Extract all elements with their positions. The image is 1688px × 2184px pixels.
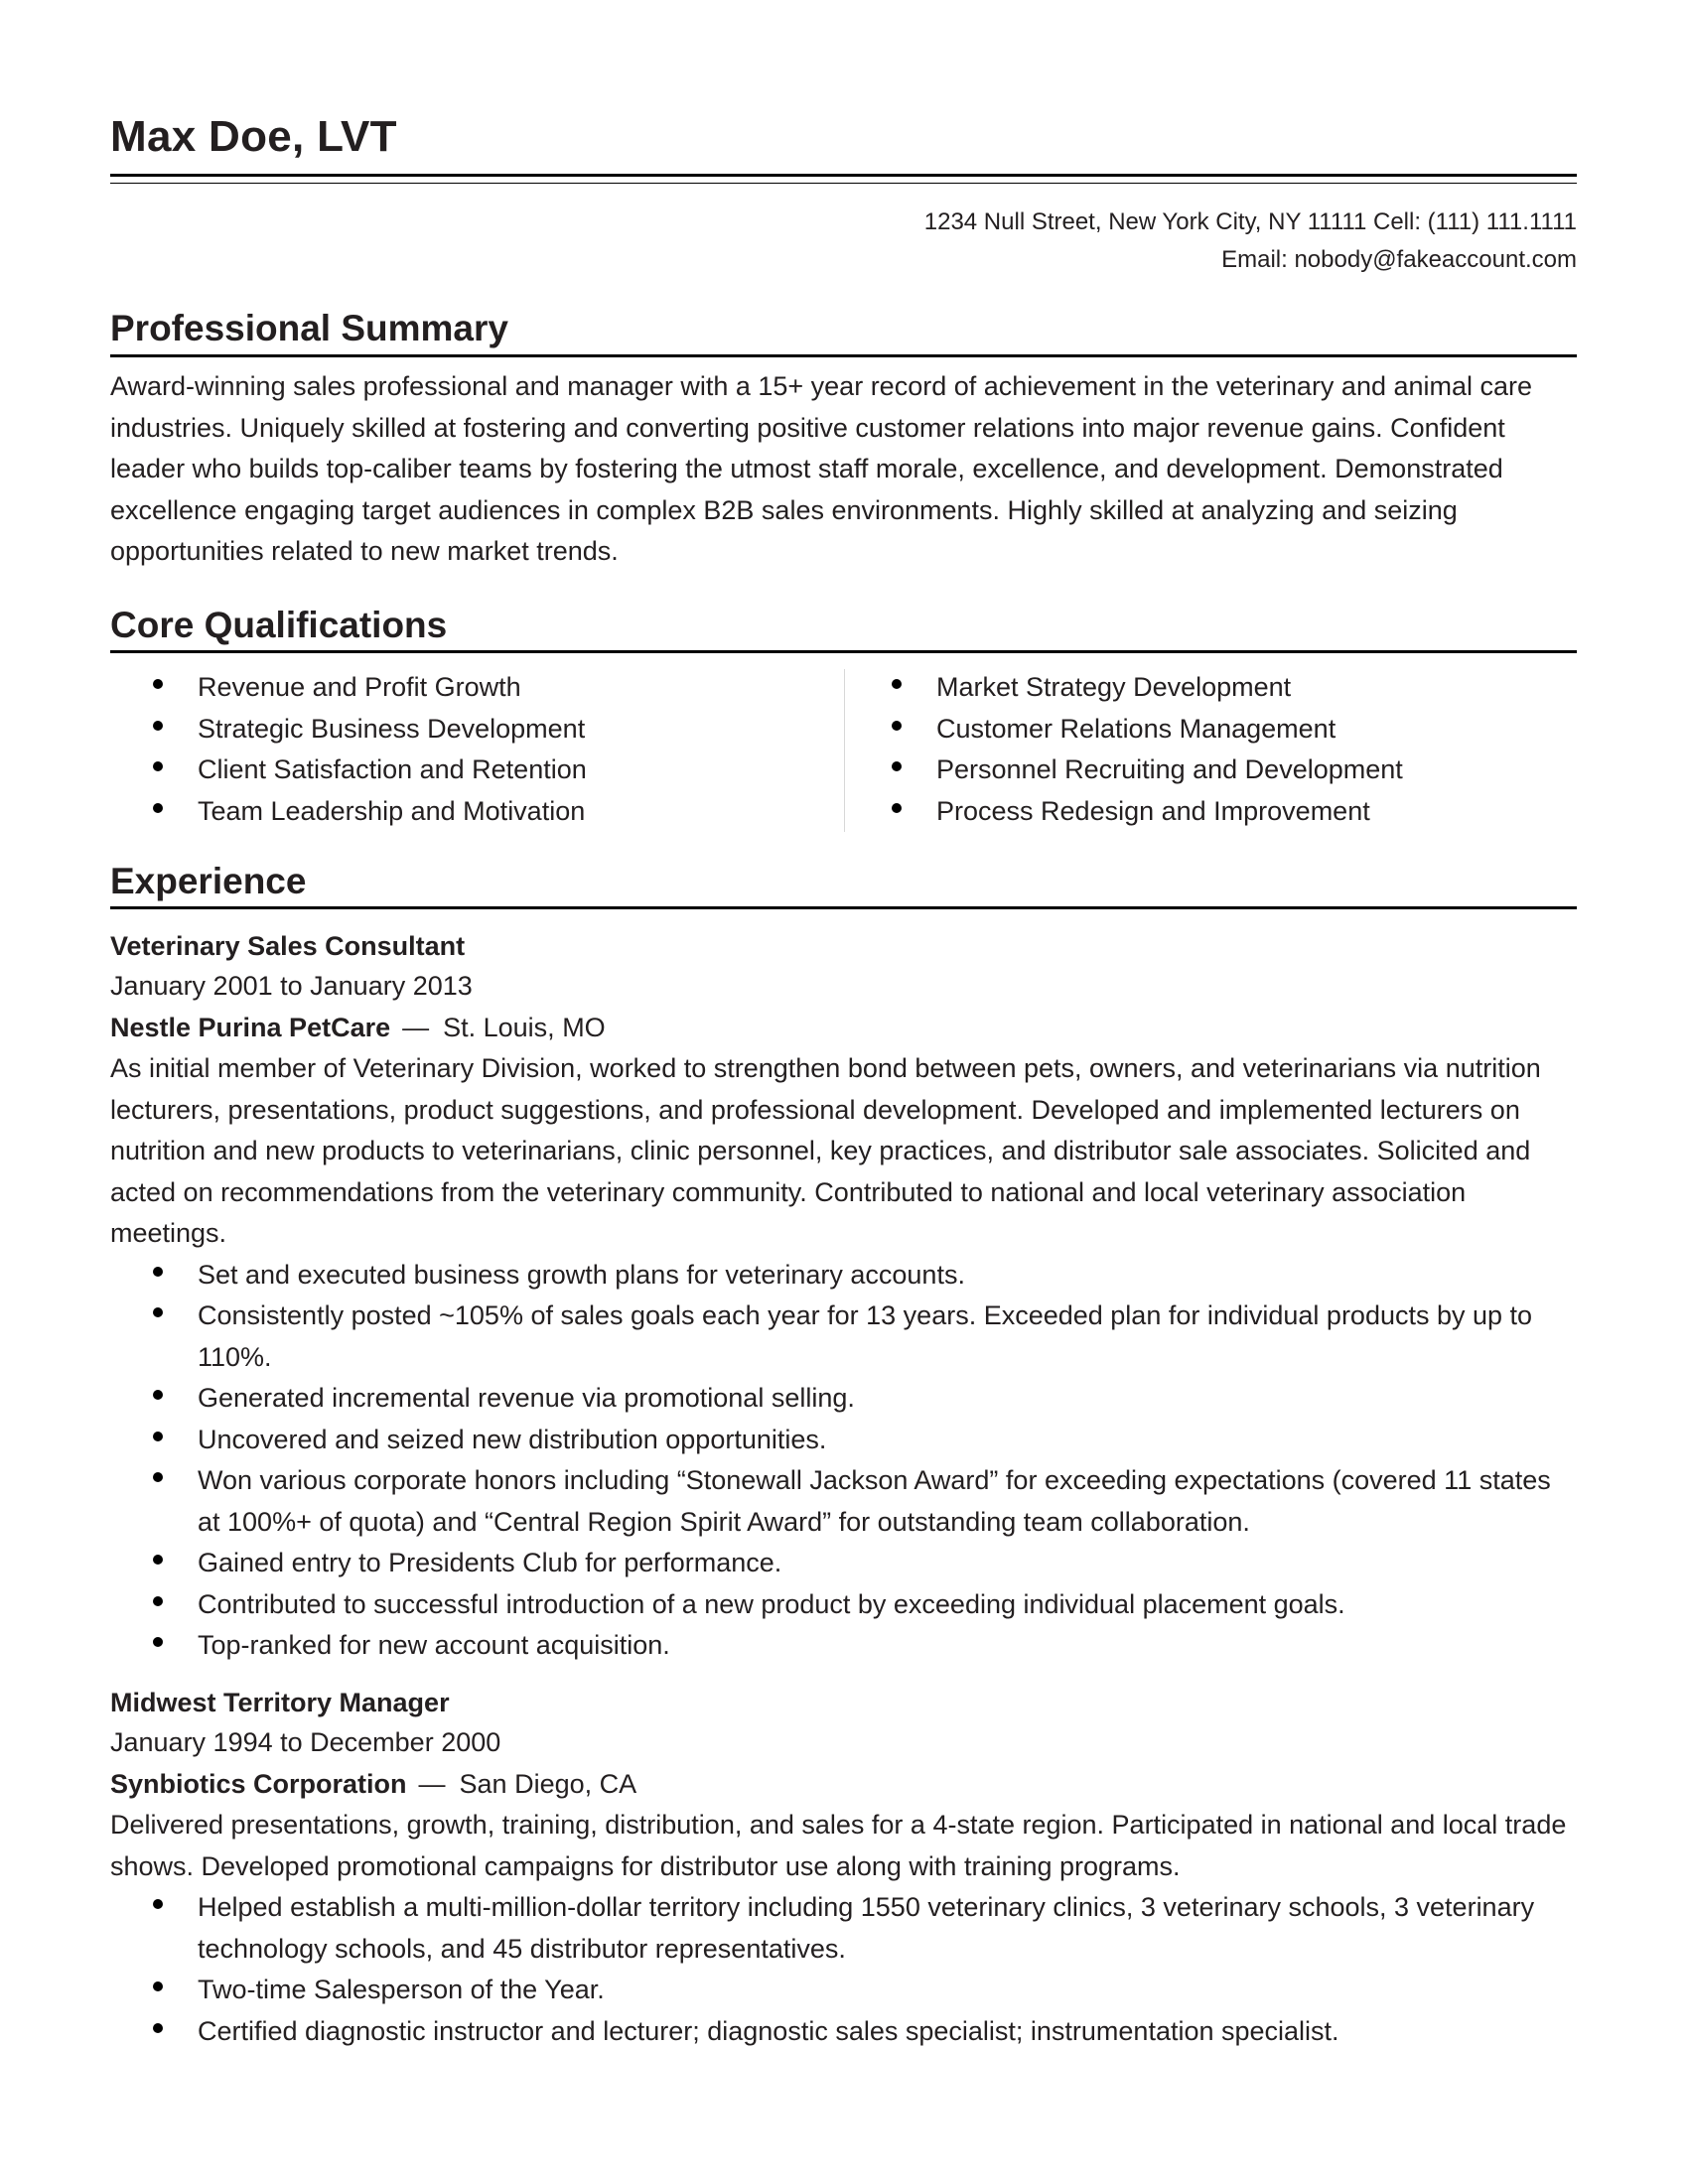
candidate-name: Max Doe, LVT — [110, 112, 397, 161]
bullet-icon — [153, 1307, 163, 1317]
bullet-icon — [153, 1555, 163, 1565]
separator: — — [418, 1768, 446, 1799]
summary-text: Award-winning sales professional and manager with a 15+ year record of achievement in the veterinary and animal care industries. Uniquely skilled at fostering and converting positive customer relations into major revenue gains. Confident leader who builds top-caliber teams by fostering the utmost staff morale, excellence, and development. Demonstrated excellence engaging target audiences in complex B2B sales environments. Highly skilled at analyzing and seizing opportunities related to new market trends. — [110, 371, 1533, 566]
job-entry — [110, 1683, 1577, 2052]
bullet-icon — [892, 761, 902, 771]
job-dates: January 1994 to December 2000 — [110, 1727, 501, 1757]
bullet-icon — [153, 679, 163, 689]
job-entry — [110, 926, 1577, 1667]
achievement-item: Certified diagnostic instructor and lecturer; diagnostic sales specialist; instrumentation specialist. — [110, 2011, 1577, 2053]
bullet-icon — [153, 1981, 163, 1991]
company-location: San Diego, CA — [459, 1768, 637, 1799]
job-company-line — [110, 1008, 1577, 1049]
email-line: Email: nobody@fakeaccount.com — [1221, 246, 1577, 273]
bullet-icon — [892, 679, 902, 689]
job-description: Delivered presentations, growth, training, distribution, and sales for a 4-state region. Participated in national and local trade shows. Developed promotional campaigns for distributor use along with training programs. — [110, 1810, 1567, 1881]
job-title: Veterinary Sales Consultant — [110, 931, 466, 961]
achievement-item: Two-time Salesperson of the Year. — [110, 1970, 1577, 2011]
job-achievements — [110, 1255, 1577, 1667]
experience-rule — [110, 906, 1577, 909]
qualification-item: Personnel Recruiting and Development — [845, 750, 1577, 791]
achievement-item: Gained entry to Presidents Club for performance. — [110, 1543, 1577, 1584]
summary-rule — [110, 354, 1577, 357]
qualification-item: Team Leadership and Motivation — [110, 791, 845, 833]
job-dates: January 2001 to January 2013 — [110, 971, 473, 1001]
bullet-icon — [153, 1390, 163, 1400]
achievement-item: Helped establish a multi-million-dollar territory including 1550 veterinary clinics, 3 veterinary schools, 3 veterinary technology schools, and 45 distributor representatives. — [110, 1887, 1577, 1970]
qualification-item: Customer Relations Management — [845, 709, 1577, 751]
company-location: St. Louis, MO — [443, 1012, 606, 1042]
bullet-icon — [153, 1267, 163, 1277]
bullet-icon — [153, 2023, 163, 2033]
qualifications-grid — [110, 667, 1577, 836]
bullet-icon — [892, 721, 902, 731]
header-rule-thin — [110, 183, 1577, 184]
job-description: As initial member of Veterinary Division, worked to strengthen bond between pets, owners, and veterinarians via nutrition lecturers, presentations, product suggestions, and professional development. Developed and implemented lecturers on nutrition and new products to veterinarians, clinic personnel, key practices, and distributor sale associates. Solicited and acted on recommendations from the veterinary community. Contributed to national and local veterinary association meetings. — [110, 1053, 1541, 1248]
achievement-item: Uncovered and seized new distribution opportunities. — [110, 1420, 1577, 1461]
bullet-icon — [153, 1432, 163, 1441]
bullet-icon — [892, 803, 902, 813]
job-company-line — [110, 1764, 1577, 1806]
qualification-item: Market Strategy Development — [845, 667, 1577, 709]
bullet-icon — [153, 761, 163, 771]
qualifications-heading: Core Qualifications — [110, 605, 448, 645]
summary-heading: Professional Summary — [110, 308, 508, 348]
qualifications-right-column — [845, 667, 1577, 832]
achievement-item: Contributed to successful introduction of a new product by exceeding individual placement goals. — [110, 1584, 1577, 1626]
company-name: Nestle Purina PetCare — [110, 1012, 391, 1042]
qualification-item: Process Redesign and Improvement — [845, 791, 1577, 833]
header-rule-thick — [110, 174, 1577, 177]
job-achievements — [110, 1887, 1577, 2052]
achievement-item: Set and executed business growth plans for veterinary accounts. — [110, 1255, 1577, 1297]
bullet-icon — [153, 1637, 163, 1647]
bullet-icon — [153, 721, 163, 731]
qualifications-left-column — [110, 667, 845, 832]
separator: — — [402, 1012, 430, 1042]
bullet-icon — [153, 1472, 163, 1482]
qualification-item: Strategic Business Development — [110, 709, 845, 751]
achievement-item: Consistently posted ~105% of sales goals each year for 13 years. Exceeded plan for individual products by up to 110%. — [110, 1296, 1577, 1378]
bullet-icon — [153, 803, 163, 813]
company-name: Synbiotics Corporation — [110, 1768, 407, 1799]
contact-block — [924, 204, 1577, 279]
qualification-item: Revenue and Profit Growth — [110, 667, 845, 709]
address-line: 1234 Null Street, New York City, NY 11111 Cell: (111) 111.1111 — [923, 208, 1577, 235]
achievement-item: Top-ranked for new account acquisition. — [110, 1625, 1577, 1667]
job-title: Midwest Territory Manager — [110, 1688, 450, 1717]
experience-heading: Experience — [110, 861, 307, 901]
qualifications-rule — [110, 650, 1577, 653]
achievement-item: Generated incremental revenue via promotional selling. — [110, 1378, 1577, 1420]
bullet-icon — [153, 1596, 163, 1606]
qualification-item: Client Satisfaction and Retention — [110, 750, 845, 791]
bullet-icon — [153, 1899, 163, 1909]
achievement-item: Won various corporate honors including “Stonewall Jackson Award” for exceeding expectations (covered 11 states at 100%+ of quota) and “Central Region Spirit Award” for outstanding team collaboration. — [110, 1460, 1577, 1543]
